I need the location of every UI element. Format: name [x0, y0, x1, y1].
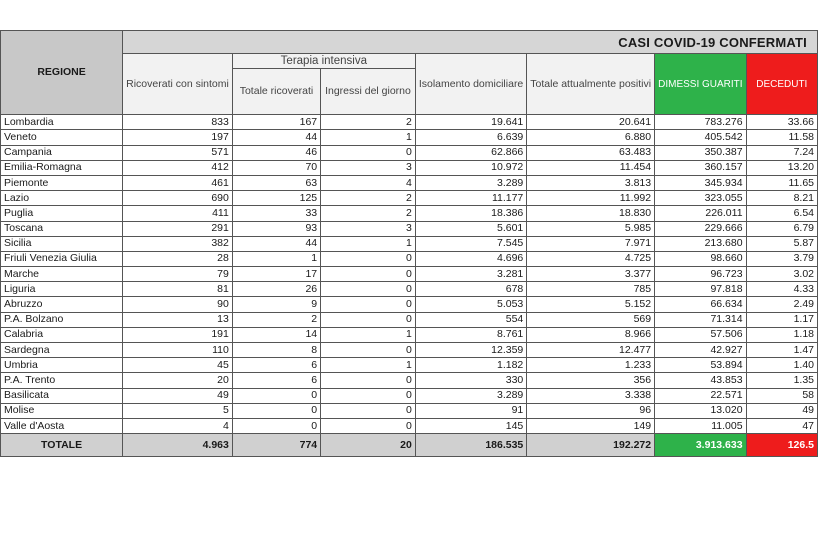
table-row [1, 403, 818, 418]
cell-deceduti: 47 [746, 418, 817, 433]
cell-deceduti: 1.47 [746, 343, 817, 358]
cell-positivi: 1.233 [527, 358, 655, 373]
cell-deceduti: 3.79 [746, 251, 817, 266]
cell-terapia-intensiva: 33 [232, 206, 320, 221]
table-row [1, 221, 818, 236]
cell-terapia-intensiva: 167 [232, 115, 320, 130]
cell-isolamento: 3.281 [415, 267, 526, 282]
cell-terapia-intensiva: 0 [232, 418, 320, 433]
cell-deceduti: 4.33 [746, 282, 817, 297]
table-body [1, 115, 818, 434]
cell-terapia-intensiva: 6 [232, 373, 320, 388]
cell-dimessi: 66.634 [655, 297, 746, 312]
cell-ricoverati: 49 [123, 388, 233, 403]
totals-row [1, 434, 818, 457]
table-row [1, 343, 818, 358]
cell-positivi: 11.454 [527, 160, 655, 175]
cell-terapia-intensiva: 63 [232, 175, 320, 190]
cell-ricoverati: 291 [123, 221, 233, 236]
cell-isolamento: 678 [415, 282, 526, 297]
cell-isolamento: 19.641 [415, 115, 526, 130]
cell-regione: Veneto [1, 130, 123, 145]
cell-positivi: 96 [527, 403, 655, 418]
cell-deceduti: 11.58 [746, 130, 817, 145]
cell-ingressi: 1 [321, 236, 416, 251]
cell-isolamento: 8.761 [415, 327, 526, 342]
cell-deceduti: 3.02 [746, 267, 817, 282]
cell-deceduti: 7.24 [746, 145, 817, 160]
cell-regione: Campania [1, 145, 123, 160]
totals-positivi: 192.272 [527, 434, 655, 457]
cell-isolamento: 62.866 [415, 145, 526, 160]
cell-positivi: 3.813 [527, 175, 655, 190]
cell-ricoverati: 79 [123, 267, 233, 282]
ricoverati-header: Ricoverati con sintomi [123, 54, 233, 115]
cell-ricoverati: 90 [123, 297, 233, 312]
isolamento-header: Isolamento domiciliare [415, 54, 526, 115]
cell-regione: Sicilia [1, 236, 123, 251]
cell-deceduti: 33.66 [746, 115, 817, 130]
cell-regione: P.A. Bolzano [1, 312, 123, 327]
cell-dimessi: 98.660 [655, 251, 746, 266]
cell-ricoverati: 833 [123, 115, 233, 130]
table-row [1, 236, 818, 251]
cell-terapia-intensiva: 8 [232, 343, 320, 358]
cell-positivi: 149 [527, 418, 655, 433]
table-row [1, 297, 818, 312]
cell-terapia-intensiva: 1 [232, 251, 320, 266]
cell-isolamento: 4.696 [415, 251, 526, 266]
table-row [1, 130, 818, 145]
totals-ricoverati: 4.963 [123, 434, 233, 457]
cell-dimessi: 22.571 [655, 388, 746, 403]
cell-dimessi: 97.818 [655, 282, 746, 297]
cell-ricoverati: 461 [123, 175, 233, 190]
cell-dimessi: 350.387 [655, 145, 746, 160]
table-row [1, 206, 818, 221]
cell-dimessi: 53.894 [655, 358, 746, 373]
cell-ingressi: 1 [321, 130, 416, 145]
table-row [1, 327, 818, 342]
totals-dimessi: 3.913.633 [655, 434, 746, 457]
table-row [1, 267, 818, 282]
cell-regione: Liguria [1, 282, 123, 297]
cell-ricoverati: 28 [123, 251, 233, 266]
cell-dimessi: 11.005 [655, 418, 746, 433]
cell-positivi: 3.338 [527, 388, 655, 403]
cell-ricoverati: 191 [123, 327, 233, 342]
cell-ingressi: 0 [321, 343, 416, 358]
cell-isolamento: 1.182 [415, 358, 526, 373]
cell-terapia-intensiva: 17 [232, 267, 320, 282]
cell-positivi: 18.830 [527, 206, 655, 221]
cell-dimessi: 405.542 [655, 130, 746, 145]
cell-terapia-intensiva: 26 [232, 282, 320, 297]
cell-ricoverati: 197 [123, 130, 233, 145]
cell-deceduti: 6.54 [746, 206, 817, 221]
cell-terapia-intensiva: 14 [232, 327, 320, 342]
cell-dimessi: 345.934 [655, 175, 746, 190]
totals-ti: 774 [232, 434, 320, 457]
cell-regione: Sardegna [1, 343, 123, 358]
cell-ricoverati: 690 [123, 191, 233, 206]
totale-ricoverati-header: Totale ricoverati [232, 69, 320, 115]
cell-deceduti: 1.17 [746, 312, 817, 327]
cell-regione: Lombardia [1, 115, 123, 130]
cell-positivi: 4.725 [527, 251, 655, 266]
cell-positivi: 6.880 [527, 130, 655, 145]
table-title: CASI COVID-19 CONFERMATI [123, 31, 818, 54]
cell-ingressi: 0 [321, 388, 416, 403]
cell-isolamento: 12.359 [415, 343, 526, 358]
cell-regione: Molise [1, 403, 123, 418]
table-row [1, 418, 818, 433]
cell-ricoverati: 382 [123, 236, 233, 251]
cell-ingressi: 0 [321, 251, 416, 266]
cell-ingressi: 1 [321, 327, 416, 342]
cell-dimessi: 360.157 [655, 160, 746, 175]
table-row [1, 115, 818, 130]
cell-deceduti: 11.65 [746, 175, 817, 190]
cell-dimessi: 13.020 [655, 403, 746, 418]
table-row [1, 251, 818, 266]
table-row [1, 358, 818, 373]
cell-ricoverati: 411 [123, 206, 233, 221]
cell-deceduti: 8.21 [746, 191, 817, 206]
cell-regione: Emilia-Romagna [1, 160, 123, 175]
cell-ingressi: 0 [321, 312, 416, 327]
cell-dimessi: 213.680 [655, 236, 746, 251]
cell-terapia-intensiva: 70 [232, 160, 320, 175]
cell-deceduti: 5.87 [746, 236, 817, 251]
cell-ingressi: 0 [321, 418, 416, 433]
cell-regione: Umbria [1, 358, 123, 373]
cell-isolamento: 5.053 [415, 297, 526, 312]
cell-ricoverati: 13 [123, 312, 233, 327]
cell-deceduti: 13.20 [746, 160, 817, 175]
cell-ingressi: 4 [321, 175, 416, 190]
table-row [1, 373, 818, 388]
cell-terapia-intensiva: 93 [232, 221, 320, 236]
table-row [1, 282, 818, 297]
cell-positivi: 63.483 [527, 145, 655, 160]
cell-isolamento: 554 [415, 312, 526, 327]
cell-ingressi: 0 [321, 282, 416, 297]
cell-terapia-intensiva: 46 [232, 145, 320, 160]
cell-isolamento: 91 [415, 403, 526, 418]
terapia-header: Terapia intensiva [232, 54, 415, 69]
cell-deceduti: 1.18 [746, 327, 817, 342]
cell-dimessi: 42.927 [655, 343, 746, 358]
cell-isolamento: 145 [415, 418, 526, 433]
cell-isolamento: 11.177 [415, 191, 526, 206]
cell-ricoverati: 45 [123, 358, 233, 373]
cell-dimessi: 226.011 [655, 206, 746, 221]
cell-regione: Calabria [1, 327, 123, 342]
cell-isolamento: 3.289 [415, 175, 526, 190]
covid-table [0, 30, 818, 457]
table-row [1, 312, 818, 327]
cell-ricoverati: 20 [123, 373, 233, 388]
cell-ingressi: 2 [321, 115, 416, 130]
cell-dimessi: 71.314 [655, 312, 746, 327]
cell-deceduti: 49 [746, 403, 817, 418]
table-row [1, 160, 818, 175]
cell-isolamento: 3.289 [415, 388, 526, 403]
cell-positivi: 20.641 [527, 115, 655, 130]
cell-isolamento: 6.639 [415, 130, 526, 145]
cell-regione: Basilicata [1, 388, 123, 403]
cell-dimessi: 323.055 [655, 191, 746, 206]
totals-ingressi: 20 [321, 434, 416, 457]
cell-ricoverati: 571 [123, 145, 233, 160]
cell-deceduti: 58 [746, 388, 817, 403]
cell-ingressi: 0 [321, 145, 416, 160]
table-row [1, 191, 818, 206]
cell-ingressi: 0 [321, 373, 416, 388]
cell-ingressi: 3 [321, 221, 416, 236]
totals-deceduti: 126.5 [746, 434, 817, 457]
cell-regione: Puglia [1, 206, 123, 221]
totals-isolamento: 186.535 [415, 434, 526, 457]
cell-positivi: 12.477 [527, 343, 655, 358]
cell-dimessi: 783.276 [655, 115, 746, 130]
cell-dimessi: 43.853 [655, 373, 746, 388]
table-row [1, 145, 818, 160]
cell-isolamento: 7.545 [415, 236, 526, 251]
cell-terapia-intensiva: 2 [232, 312, 320, 327]
cell-terapia-intensiva: 0 [232, 388, 320, 403]
cell-positivi: 7.971 [527, 236, 655, 251]
cell-deceduti: 6.79 [746, 221, 817, 236]
cell-ricoverati: 5 [123, 403, 233, 418]
deceduti-header: DECEDUTI [746, 54, 817, 115]
cell-regione: Lazio [1, 191, 123, 206]
regione-header: REGIONE [1, 31, 123, 115]
cell-positivi: 356 [527, 373, 655, 388]
cell-isolamento: 330 [415, 373, 526, 388]
cell-terapia-intensiva: 44 [232, 130, 320, 145]
cell-regione: Piemonte [1, 175, 123, 190]
cell-terapia-intensiva: 44 [232, 236, 320, 251]
cell-regione: Friuli Venezia Giulia [1, 251, 123, 266]
cell-ingressi: 2 [321, 191, 416, 206]
cell-regione: P.A. Trento [1, 373, 123, 388]
cell-regione: Marche [1, 267, 123, 282]
ingressi-header: Ingressi del giorno [321, 69, 416, 115]
cell-positivi: 785 [527, 282, 655, 297]
cell-ricoverati: 4 [123, 418, 233, 433]
table-row [1, 175, 818, 190]
cell-ingressi: 0 [321, 267, 416, 282]
cell-terapia-intensiva: 0 [232, 403, 320, 418]
cell-positivi: 5.985 [527, 221, 655, 236]
cell-dimessi: 96.723 [655, 267, 746, 282]
cell-positivi: 3.377 [527, 267, 655, 282]
cell-regione: Abruzzo [1, 297, 123, 312]
cell-ingressi: 1 [321, 358, 416, 373]
cell-ingressi: 2 [321, 206, 416, 221]
cell-isolamento: 5.601 [415, 221, 526, 236]
cell-isolamento: 10.972 [415, 160, 526, 175]
cell-terapia-intensiva: 9 [232, 297, 320, 312]
dimessi-header: DIMESSI GUARITI [655, 54, 746, 115]
cell-ricoverati: 412 [123, 160, 233, 175]
cell-ricoverati: 110 [123, 343, 233, 358]
cell-dimessi: 57.506 [655, 327, 746, 342]
cell-ricoverati: 81 [123, 282, 233, 297]
cell-isolamento: 18.386 [415, 206, 526, 221]
cell-regione: Toscana [1, 221, 123, 236]
cell-positivi: 11.992 [527, 191, 655, 206]
cell-deceduti: 2.49 [746, 297, 817, 312]
totals-label: TOTALE [1, 434, 123, 457]
cell-positivi: 569 [527, 312, 655, 327]
totale-positivi-header: Totale attualmente positivi [527, 54, 655, 115]
cell-deceduti: 1.40 [746, 358, 817, 373]
cell-dimessi: 229.666 [655, 221, 746, 236]
table-row [1, 388, 818, 403]
cell-terapia-intensiva: 125 [232, 191, 320, 206]
cell-ingressi: 3 [321, 160, 416, 175]
cell-deceduti: 1.35 [746, 373, 817, 388]
cell-positivi: 8.966 [527, 327, 655, 342]
cell-ingressi: 0 [321, 403, 416, 418]
cell-positivi: 5.152 [527, 297, 655, 312]
cell-ingressi: 0 [321, 297, 416, 312]
cell-terapia-intensiva: 6 [232, 358, 320, 373]
cell-regione: Valle d'Aosta [1, 418, 123, 433]
